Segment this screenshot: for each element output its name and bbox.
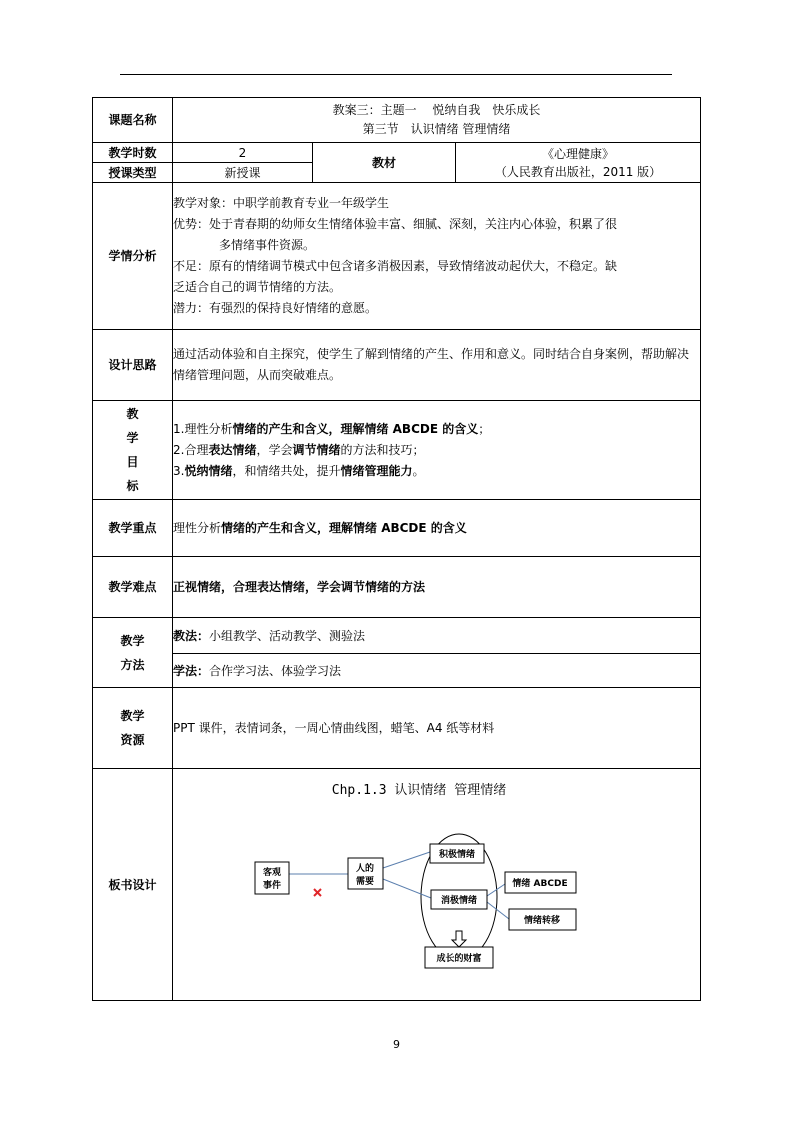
objectives-cell <box>173 401 701 500</box>
topic-label: 课题名称 <box>93 98 173 143</box>
objectives-label-char-3: 目 <box>126 455 139 469</box>
red-cross-icon <box>314 889 321 896</box>
textbook-label: 教材 <box>313 143 456 183</box>
objective-3 <box>173 461 700 482</box>
line-need-negative <box>383 879 431 898</box>
method-learn-text: 合作学习法、体验学习法 <box>209 663 342 678</box>
objectives-label <box>93 401 173 500</box>
page-number: 9 <box>393 1038 400 1051</box>
method-teach-label: 教法： <box>173 628 210 643</box>
method-learn-label: 学法： <box>173 663 210 678</box>
objective-3-suffix: 。 <box>412 463 425 478</box>
analysis-strength-2: 多情绪事件资源。 <box>219 238 316 252</box>
objectives-label-char-4: 标 <box>126 479 139 493</box>
board-cell <box>173 769 701 1001</box>
method-learn-cell <box>173 654 701 688</box>
analysis-target: 教学对象：中职学前教育专业一年级学生 <box>173 196 390 210</box>
node-need-line2: 需要 <box>355 877 375 887</box>
type-value: 新授课 <box>173 163 313 183</box>
key-point-bold: 情绪的产生和含义，理解情绪 ABCDE 的含义 <box>221 521 467 535</box>
row-objectives <box>93 401 701 500</box>
objective-2-bold2: 调节情绪 <box>292 442 341 457</box>
line-negative-transfer <box>487 902 509 919</box>
header-rule <box>120 74 672 75</box>
design-text: 通过活动体验和自主探究，使学生了解到情绪的产生、作用和意义。同时结合自身案例，帮助解决情绪管理问题，从而突破难点。 <box>173 330 701 401</box>
objective-3-mid: ，和情绪共处，提升 <box>232 463 341 478</box>
resources-label-line1: 教学 <box>120 709 145 723</box>
row-board <box>93 769 701 1001</box>
key-point-cell <box>173 500 701 557</box>
resources-text: PPT 课件，表情词条，一周心情曲线图，蜡笔、A4 纸等材料 <box>173 688 701 769</box>
analysis-cell <box>173 183 701 330</box>
objectives-label-char-1: 教 <box>126 407 139 421</box>
lesson-plan-table <box>92 97 701 1001</box>
method-teach-cell <box>173 618 701 654</box>
topic-cell <box>173 98 701 143</box>
analysis-weakness-2: 乏适合自己的调节情绪的方法。 <box>173 280 342 294</box>
type-label: 授课类型 <box>93 163 173 183</box>
objective-1-prefix: 1.理性分析 <box>173 421 233 436</box>
node-abcde <box>505 872 576 893</box>
objective-1-bold: 情绪的产生和含义，理解情绪 ABCDE 的含义 <box>232 421 479 436</box>
textbook-publisher: （人民教育出版社，2011 版） <box>494 164 662 179</box>
resources-label-line2: 资源 <box>120 733 145 747</box>
node-transfer <box>509 909 576 930</box>
row-method-learn <box>93 654 701 688</box>
difficulty-text: 正视情绪，合理表达情绪，学会调节情绪的方法 <box>173 557 701 618</box>
objective-3-prefix: 3. <box>173 463 185 478</box>
design-label: 设计思路 <box>93 330 173 401</box>
analysis-weakness-1: 不足：原有的情绪调节模式中包含诸多消极因素，导致情绪波动起伏大，不稳定。缺 <box>173 259 618 273</box>
row-difficulty <box>93 557 701 618</box>
node-wealth <box>425 947 493 968</box>
node-positive <box>430 844 484 863</box>
method-label <box>93 618 173 688</box>
textbook-cell <box>456 143 701 183</box>
topic-line2: 第三节 认识情绪 管理情绪 <box>362 122 511 136</box>
line-need-positive <box>383 852 430 868</box>
textbook-name: 《心理健康》 <box>541 146 614 161</box>
row-resources <box>93 688 701 769</box>
objective-2-bold1: 表达情绪 <box>208 442 257 457</box>
method-label-line1: 教学 <box>120 633 145 648</box>
board-design <box>173 769 700 1000</box>
method-label-line2: 方法 <box>120 657 145 672</box>
row-topic <box>93 98 701 143</box>
difficulty-label: 教学难点 <box>93 557 173 618</box>
node-event <box>255 862 289 894</box>
node-positive-text: 积极情绪 <box>438 850 476 860</box>
key-point-label: 教学重点 <box>93 500 173 557</box>
resources-label <box>93 688 173 769</box>
hours-label: 教学时数 <box>93 143 173 163</box>
hours-value: 2 <box>173 143 313 163</box>
objective-1 <box>173 419 700 440</box>
analysis-label: 学情分析 <box>93 183 173 330</box>
node-abcde-text: 情绪 ABCDE <box>512 879 568 889</box>
row-analysis <box>93 183 701 330</box>
node-transfer-text: 情绪转移 <box>523 916 561 926</box>
analysis-strength-1: 优势：处于青春期的幼师女生情绪体验丰富、细腻、深刻，关注内心体验，积累了很 <box>173 217 618 231</box>
method-teach-text: 小组教学、活动教学、测验法 <box>209 628 366 643</box>
objective-2-suffix: 的方法和技巧； <box>340 442 425 457</box>
node-event-line1: 客观 <box>262 868 282 878</box>
objective-3-bold1: 悦纳情绪 <box>184 463 233 478</box>
node-need <box>348 858 383 889</box>
analysis-potential: 潜力：有强烈的保持良好情绪的意愿。 <box>173 301 378 315</box>
row-key-point <box>93 500 701 557</box>
objectives-label-char-2: 学 <box>126 431 139 445</box>
board-label: 板书设计 <box>93 769 173 1001</box>
node-negative-text: 消极情绪 <box>440 896 478 906</box>
node-negative <box>431 890 487 909</box>
topic-line1: 教案三：主题一 悦纳自我 快乐成长 <box>332 103 541 117</box>
node-need-line1: 人的 <box>355 864 375 874</box>
objective-2-mid: ，学会 <box>256 442 293 457</box>
objective-1-suffix: ； <box>478 421 491 436</box>
down-arrow-icon <box>452 931 466 947</box>
board-title: Chp.1.3 认识情绪 管理情绪 <box>331 783 507 798</box>
board-diagram <box>173 769 700 1000</box>
node-wealth-text: 成长的财富 <box>436 954 482 964</box>
row-design <box>93 330 701 401</box>
key-point-prefix: 理性分析 <box>173 521 222 535</box>
objective-2 <box>173 440 700 461</box>
row-hours <box>93 143 701 163</box>
node-event-line2: 事件 <box>262 881 282 891</box>
row-method-teach <box>93 618 701 654</box>
objective-2-prefix: 2.合理 <box>173 442 209 457</box>
objective-3-bold2: 情绪管理能力 <box>340 463 413 478</box>
